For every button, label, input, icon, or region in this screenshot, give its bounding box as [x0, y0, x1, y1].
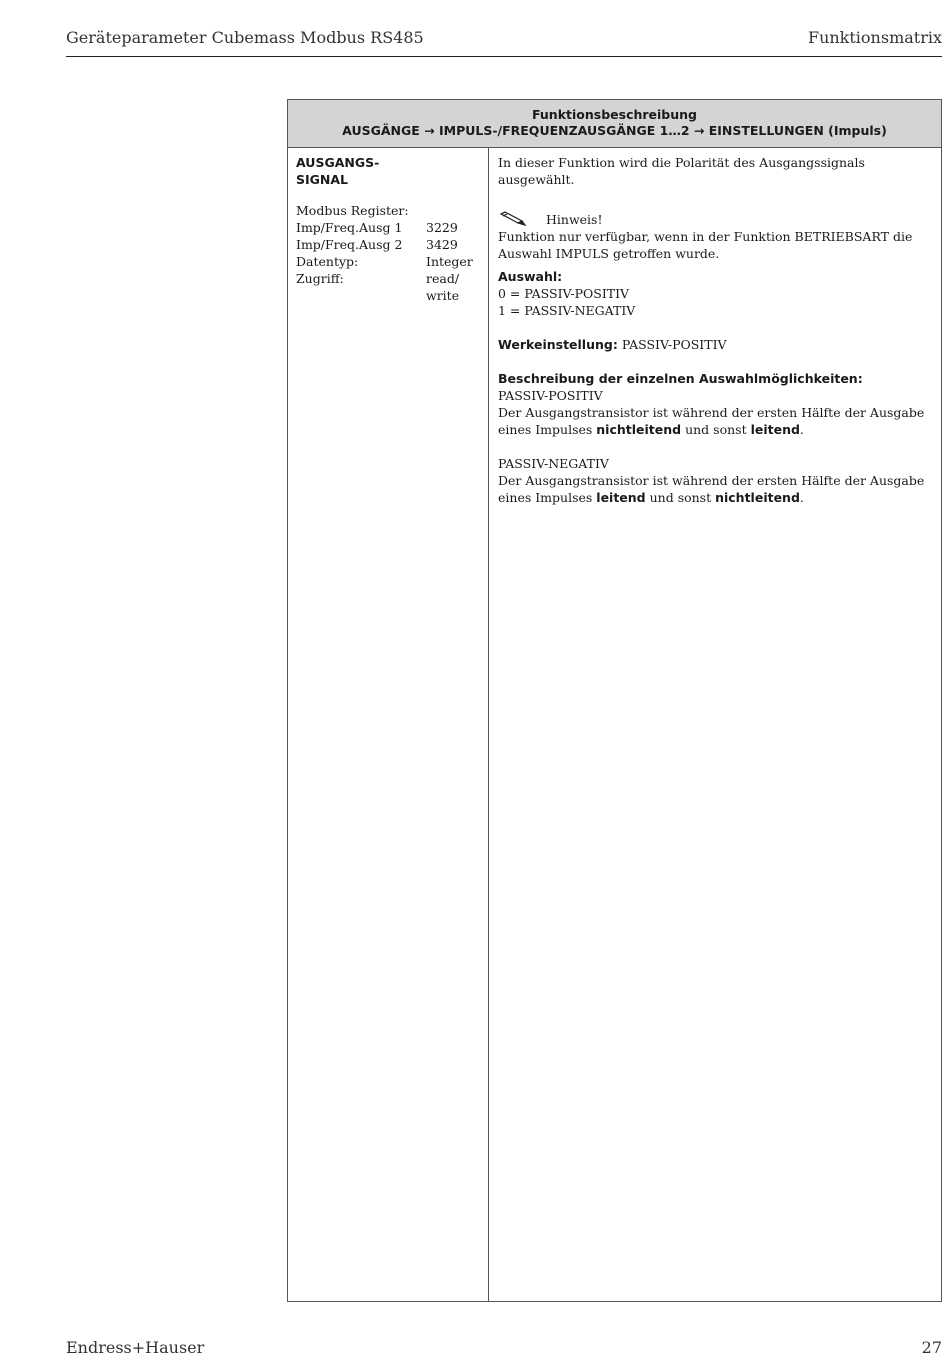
option-detail-title: PASSIV-NEGATIV: [498, 456, 609, 471]
register-table: [296, 202, 476, 304]
function-name-line-2: SIGNAL: [296, 172, 349, 187]
detail-text: .: [799, 422, 804, 437]
detail-text: Der Ausgangstransistor ist während der ersten Hälfte der Ausgabe eines Impulses: [498, 473, 925, 505]
detail-text: und sonst: [645, 490, 716, 505]
note-text: Funktion nur verfügbar, wenn in der Funktion BETRIEBSART die Auswahl IMPULS getroffen wurde.: [498, 229, 913, 261]
table-row: [296, 253, 476, 270]
function-matrix-table: [287, 99, 942, 1302]
register-key: Modbus Register:: [296, 203, 409, 218]
table-header-title: Funktionsbeschreibung: [531, 107, 697, 122]
register-value: 3429: [426, 237, 458, 252]
table-row: [296, 219, 476, 236]
page-footer: [66, 1338, 942, 1358]
table-header-path: AUSGÄNGE → IMPULS-/FREQUENZAUSGÄNGE 1…2 → EINSTELLUNGEN (Impuls): [342, 123, 887, 138]
option-detail-text: [498, 404, 933, 438]
section-title: Funktionsmatrix: [807, 28, 942, 47]
register-value: Integer: [426, 254, 473, 269]
options-label: Auswahl:: [498, 269, 563, 284]
page-header: [66, 28, 942, 57]
register-key: Datentyp:: [296, 254, 359, 269]
register-key: Zugriff:: [296, 271, 344, 286]
detail-emphasis: nichtleitend: [715, 490, 800, 505]
function-name-line-1: AUSGANGS-: [296, 155, 380, 170]
function-column: [288, 148, 489, 1301]
function-name: [296, 154, 386, 188]
table-row: [296, 202, 476, 219]
table-body: [288, 148, 941, 1301]
description-intro: In dieser Funktion wird die Polarität des Ausgangssignals ausgewählt.: [498, 155, 865, 187]
detail-emphasis: leitend: [596, 490, 646, 505]
note-heading: [498, 204, 933, 228]
detail-text: Der Ausgangstransistor ist während der ersten Hälfte der Ausgabe eines Impulses: [498, 405, 925, 437]
pencil-note-icon: [498, 208, 528, 228]
option-item: 1 = PASSIV-NEGATIV: [498, 303, 636, 318]
register-key: Imp/Freq.Ausg 2: [296, 237, 403, 252]
default-setting: [498, 336, 933, 353]
option-detail-text: [498, 472, 933, 506]
register-value: [426, 202, 476, 219]
option-detail-title: PASSIV-POSITIV: [498, 388, 603, 403]
default-label: Werkeinstellung:: [498, 337, 618, 352]
register-key: Imp/Freq.Ausg 1: [296, 220, 403, 235]
document-title: Geräteparameter Cubemass Modbus RS485: [66, 28, 424, 47]
description-column: [490, 148, 941, 1301]
table-row: [296, 236, 476, 253]
default-value: PASSIV-POSITIV: [621, 337, 727, 352]
register-value: read/ write: [426, 271, 460, 303]
register-value: 3229: [426, 220, 458, 235]
detail-text: und sonst: [681, 422, 751, 437]
table-row: [296, 270, 476, 304]
brand-name: Endress+Hauser: [66, 1338, 205, 1357]
table-header: [288, 100, 941, 148]
details-label: Beschreibung der einzelnen Auswahlmöglichkeiten:: [498, 371, 863, 386]
note-title: Hinweis!: [546, 212, 603, 227]
option-item: 0 = PASSIV-POSITIV: [498, 286, 630, 301]
detail-emphasis: leitend: [750, 422, 800, 437]
detail-emphasis: nichtleitend: [596, 422, 682, 437]
page-number: 27: [921, 1338, 942, 1357]
detail-text: .: [799, 490, 804, 505]
